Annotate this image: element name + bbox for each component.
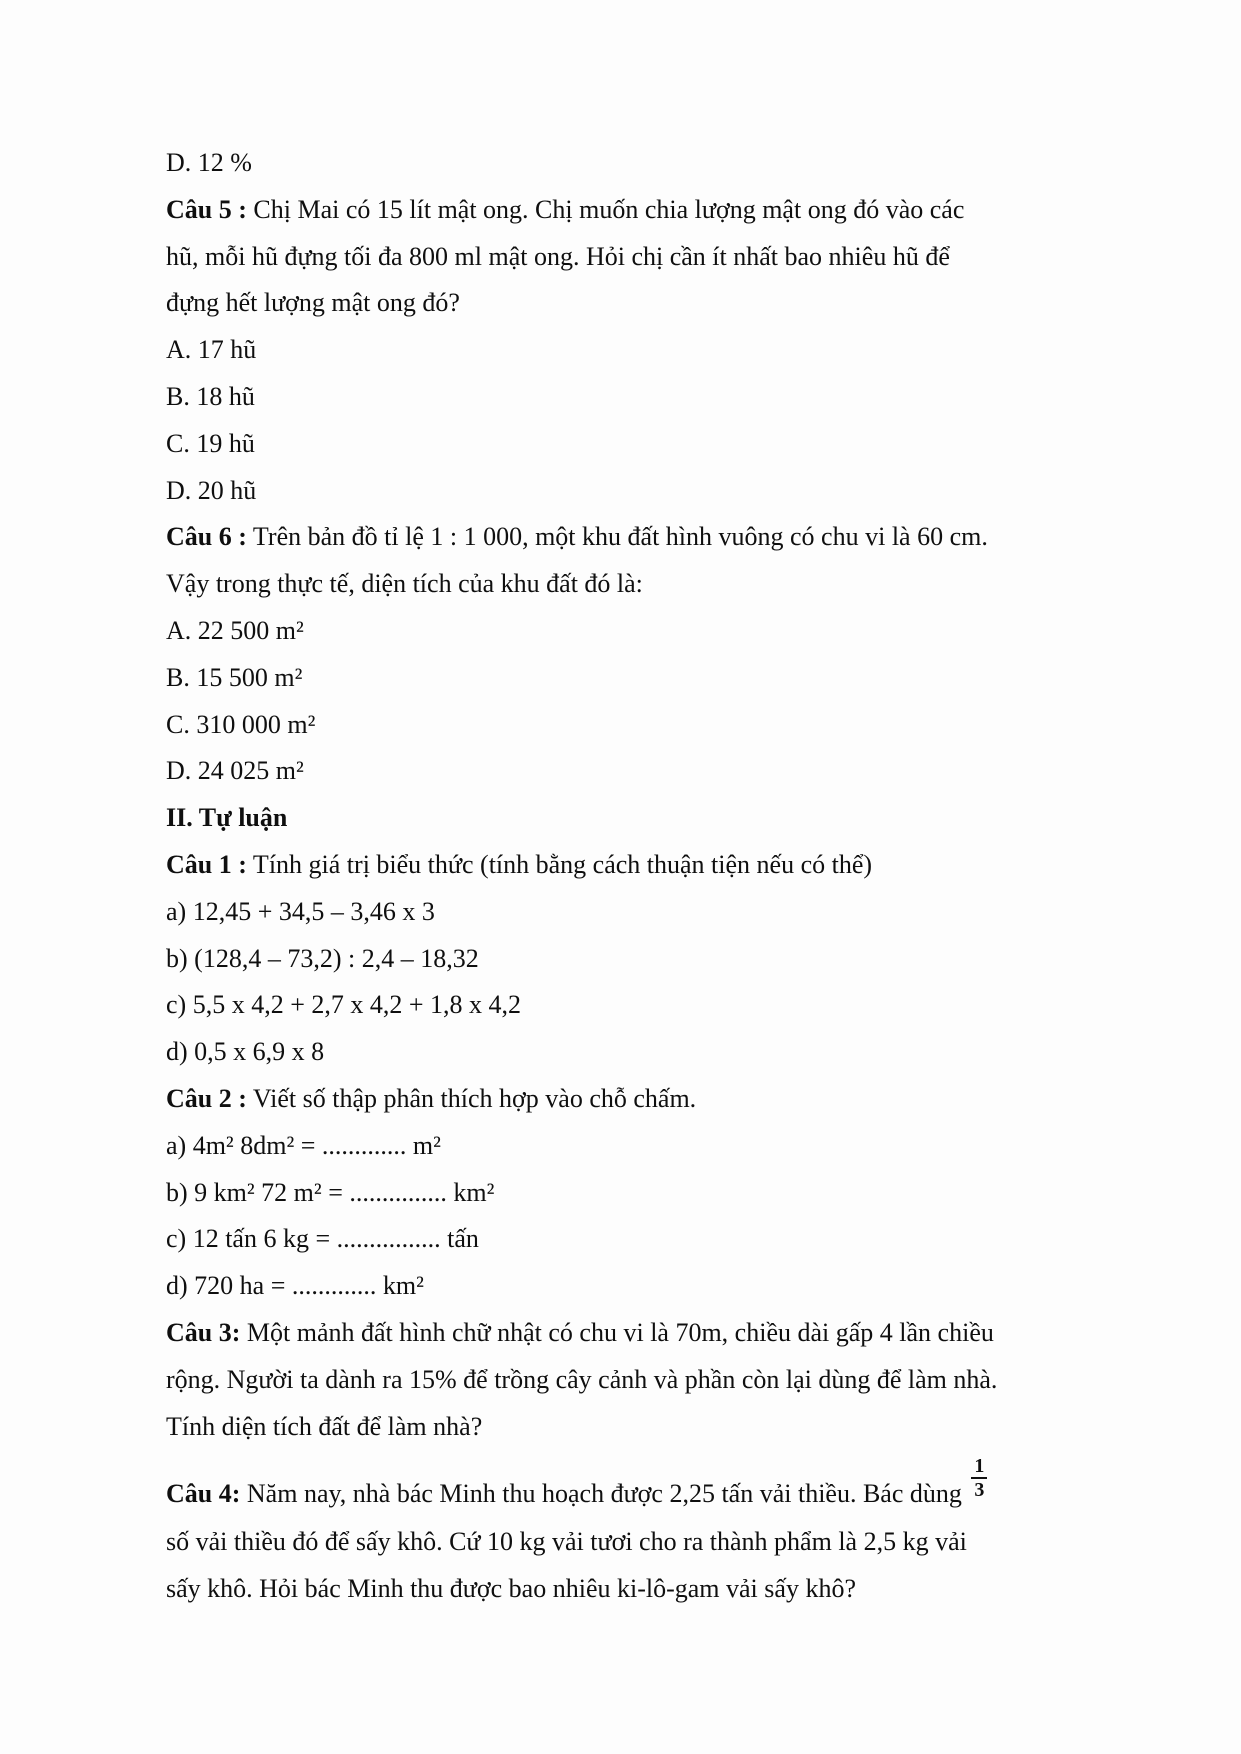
question-1-label: Câu 1 : [166,849,247,879]
question-3-text-line-3 [166,1404,1116,1451]
question-5-option-a [166,327,1116,374]
question-6-option-a [166,608,1116,655]
question-6-text-line-2 [166,561,1116,608]
section-ii-heading-text: II. Tự luận [166,803,288,833]
question-5-text: đựng hết lượng mật ong đó? [166,288,460,318]
item-text: c) 12 tấn 6 kg = ................ tấn [166,1224,479,1254]
question-4-text: số vải thiều đó để sấy khô. Cứ 10 kg vải tươi cho ra thành phẩm là 2,5 kg vải [166,1526,967,1556]
question-6-option-d [166,748,1116,795]
question-5-option-c [166,421,1116,468]
option-text: C. 310 000 m² [166,709,316,739]
question-5-label: Câu 5 : [166,194,247,224]
question-5-text: hũ, mỗi hũ đựng tối đa 800 ml mật ong. Hỏi chị cần ít nhất bao nhiêu hũ để [166,241,950,271]
question-2-text-line-1 [166,1076,1116,1123]
question-4-text-line-1 [166,1454,1116,1519]
question-5-text-line-1 [166,187,1116,234]
fraction-denominator: 3 [974,1478,985,1501]
question-3-text: Tính diện tích đất để làm nhà? [166,1411,483,1441]
item-text: d) 0,5 x 6,9 x 8 [166,1037,325,1067]
option-text: B. 15 500 m² [166,662,303,692]
question-1-item-d [166,1029,1116,1076]
item-text: a) 12,45 + 34,5 – 3,46 x 3 [166,896,435,926]
question-4-text-line-3 [166,1566,1116,1613]
question-1-item-a [166,889,1116,936]
question-4-text: Năm nay, nhà bác Minh thu hoạch được 2,25 tấn vải thiều. Bác dùng [240,1479,969,1509]
question-3-text-line-2 [166,1357,1116,1404]
question-6-option-c [166,702,1116,749]
question-5-option-d [166,468,1116,515]
question-2-item-b [166,1170,1116,1217]
question-1-item-b [166,936,1116,983]
question-2-label: Câu 2 : [166,1083,247,1113]
question-6-text: Trên bản đồ tỉ lệ 1 : 1 000, một khu đất hình vuông có chu vi là 60 cm. [246,522,988,552]
question-2-text: Viết số thập phân thích hợp vào chỗ chấm. [246,1083,697,1113]
question-5-text: Chị Mai có 15 lít mật ong. Chị muốn chia lượng mật ong đó vào các [246,194,965,224]
question-5-text-line-2 [166,234,1116,281]
question-3-text-line-1 [166,1310,1116,1357]
question-5-text-line-3 [166,280,1116,327]
question-4-text: sấy khô. Hỏi bác Minh thu được bao nhiêu ki-lô-gam vải sấy khô? [166,1573,856,1603]
section-ii-heading [166,795,1116,842]
question-6-text-line-1 [166,514,1116,561]
option-text: D. 12 % [166,148,252,177]
option-text: B. 18 hũ [166,381,255,411]
question-4-text-line-2 [166,1519,1116,1566]
question-4-label: Câu 4: [166,1479,241,1509]
document-content [166,140,1116,1612]
question-6-option-b [166,655,1116,702]
option-text: D. 24 025 m² [166,756,304,786]
question-3-text: Một mảnh đất hình chữ nhật có chu vi là 70m, chiều dài gấp 4 lần chiều [240,1317,994,1347]
question-3-label: Câu 3: [166,1317,241,1347]
prev-question-option-d [166,140,1116,187]
question-2-item-a [166,1123,1116,1170]
question-2-item-c [166,1216,1116,1263]
question-5-option-b [166,374,1116,421]
question-2-item-d [166,1263,1116,1310]
option-text: A. 17 hũ [166,335,257,365]
item-text: a) 4m² 8dm² = ............. m² [166,1130,441,1160]
question-1-text-line-1 [166,842,1116,889]
question-1-item-c [166,982,1116,1029]
option-text: C. 19 hũ [166,428,255,458]
question-1-text: Tính giá trị biểu thức (tính bằng cách thuận tiện nếu có thể) [246,849,873,879]
item-text: b) (128,4 – 73,2) : 2,4 – 18,32 [166,943,479,973]
item-text: c) 5,5 x 4,2 + 2,7 x 4,2 + 1,8 x 4,2 [166,990,522,1020]
item-text: d) 720 ha = ............. km² [166,1271,424,1301]
item-text: b) 9 km² 72 m² = ............... km² [166,1177,495,1207]
fraction-one-third [971,1456,987,1501]
option-text: D. 20 hũ [166,475,257,505]
question-6-label: Câu 6 : [166,522,247,552]
question-3-text: rộng. Người ta dành ra 15% để trồng cây cảnh và phần còn lại dùng để làm nhà. [166,1364,998,1394]
option-text: A. 22 500 m² [166,615,304,645]
fraction-numerator: 1 [971,1456,987,1479]
question-6-text: Vậy trong thực tế, diện tích của khu đất đó là: [166,569,643,599]
